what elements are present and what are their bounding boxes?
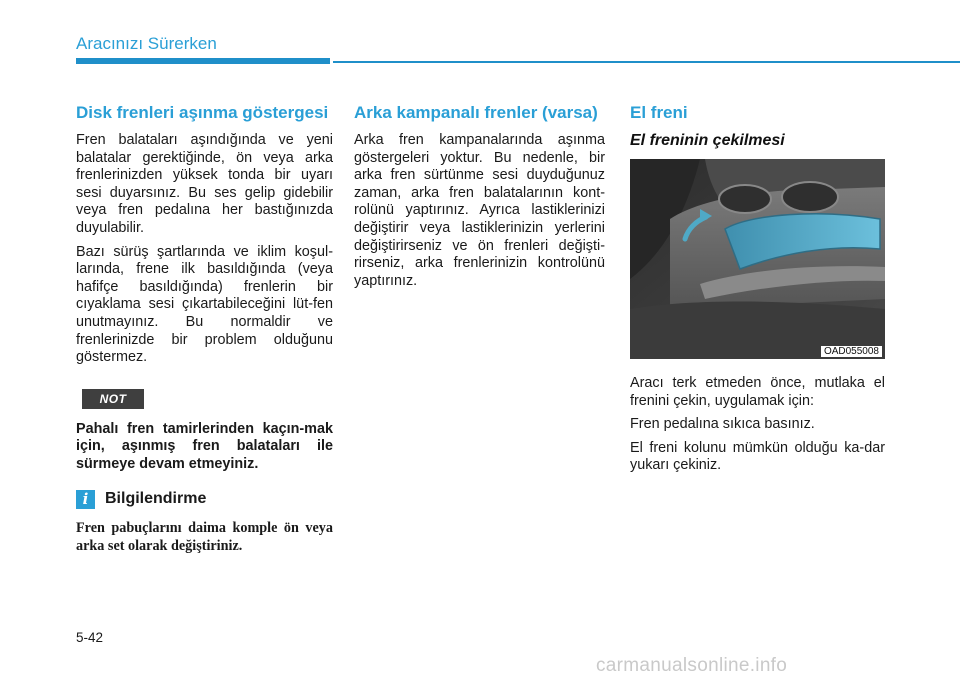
page-number: 5-42 xyxy=(76,630,104,645)
watermark: carmanualsonline.info xyxy=(596,655,788,676)
parking-brake-subheading: El freninin çekilmesi xyxy=(630,132,785,149)
parking-brake-paragraph-1: Aracı terk etmeden önce, mutlaka el frenini çekin, uygulamak için: xyxy=(630,375,885,409)
header-rule-thick xyxy=(76,58,330,64)
info-text: Fren pabuçlarını daima komple ön veya arka set olarak değiştiriniz. xyxy=(76,519,333,554)
info-heading xyxy=(76,490,333,509)
info-icon: i xyxy=(76,490,95,509)
parking-brake-paragraph-3: El freni kolunu mümkün olduğu ka-dar yukarı çekiniz. xyxy=(630,439,885,474)
note-label: NOT xyxy=(82,389,144,409)
parking-brake-figure xyxy=(630,159,885,359)
column-disc-brake xyxy=(76,104,333,555)
parking-brake-text xyxy=(630,375,885,475)
drum-brake-heading: Arka kampanalı frenler (varsa) xyxy=(354,103,598,122)
header-rule-thin xyxy=(333,61,960,63)
note-text: Pahalı fren tamirlerinden kaçın-mak için, aşınmış fren balataları ile sürmeye devam etmeyiniz. xyxy=(76,420,333,472)
figure-caption: OAD055008 xyxy=(821,346,882,357)
disc-brake-paragraph-2: Bazı sürüş şartlarında ve iklim koşul-larında, frene ilk basıldığında (veya hafifçe basıldığında) frenlerin bir cıyaklama sesi çıkartabileceğini lüt-fen unutmayınız. Bu normaldir ve frenlerinizde bir problem olduğunu göstermez. xyxy=(76,243,333,366)
column-drum-brake xyxy=(354,104,605,296)
parking-brake-paragraph-2: Fren pedalına sıkıca basınız. xyxy=(630,416,815,433)
column-parking-brake xyxy=(630,104,885,481)
drum-brake-paragraph: Arka fren kampanalarında aşınma göstergeleri yoktur. Bu nedenle, bir arka fren sürtünme sesi duyduğunuz zaman, arka fren balatalarının kont-rolünü yaptırınız. Ayrıca lastiklerinizi değiştirir veya lastiklerinizin yerlerini değiştirirseniz ve ön frenleri değişti-rirseniz, arka frenlerinizin kontrolünü yaptırınız. xyxy=(354,132,605,289)
disc-brake-paragraph-1: Fren balataları aşındığında ve yeni balatalar gerektiğinde, ön veya arka frenlerinizden yüksek tonda bir uyarı sesi duyarsınız. Bu ses gelip gidebilir veya fren pedalına her bastığınızda duyulabilir. xyxy=(76,132,333,236)
disc-brake-heading: Disk frenleri aşınma göstergesi xyxy=(76,103,329,122)
info-title: Bilgilendirme xyxy=(105,490,207,507)
section-title: Aracınızı Sürerken xyxy=(76,34,217,53)
parking-brake-lever-illustration xyxy=(630,159,885,359)
parking-brake-heading: El freni xyxy=(630,103,688,122)
